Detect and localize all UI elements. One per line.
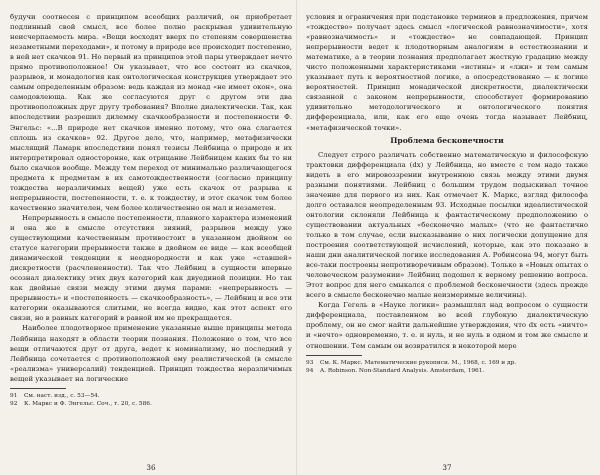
paragraph: Наиболее плодотворное применение указанные выше принципы метода Лейбница находят в области теории познания. Положение о том, что все вещи отличаются друг от друга, ведет к номинализму, но последний у Лейбница сочетается с противоположной ему реалистической (в смысле «реализма» универсалий) тенденцией. Принцип тождества неразличимых вещей указывает на логические [10,324,292,383]
footnote-text: A. Robinson. Non-Standard Analysis. Amsterdam, 1961. [320,367,485,374]
page-number: 37 [442,463,452,472]
left-page [10,12,292,472]
right-page [306,12,588,472]
footnote-rule [306,355,362,356]
section-title: Проблема бесконечности [390,135,504,145]
paragraph: Следует строго различать собственно математическую и философскую трактовки дифференциала (dx) у Лейбница, но вместе с тем надо также видеть в его мировоззрении внутреннюю связь между этими двумя разными понятиями. Лейбниц с большим трудом подыскивал точное значение для первого из них. Как отмечает К. Маркс, взгляд философа долго оставался неопределенным 93. Исходные посылки идеалистической онтологии склоняли Лейбница к фантастическому предположению о существовании актуальных «бесконечно малых» (что не фантастично только в том случае, если высказывание о них логически допущение для построения соответствующей исчислений, которые, как это показано в наши дни аналитической логике исследования А. Робинсона 94, могут быть все-таки построены непротиворечивым образом). Только в «Новых опытах о человеческом разумении» Лейбниц подошел к верному решению вопроса. Этот вопрос для него смыкался с проблемой бесконечности (здесь прежде всего в смысле бесконечно малые неизмеримые величины). [306,150,588,300]
footnote-text: К. Маркс и Ф. Энгельс. Соч., т. 20, с. 586. [24,400,152,407]
footnote-number: 92 [10,400,18,407]
footnote [306,367,588,375]
footnote-number: 91 [10,392,18,399]
footnote-number: 94 [306,367,314,374]
footnote-text: См. наст. изд., с. 53—54. [24,392,100,399]
paragraph: Непрерывность в смысле постепенности, плавного характера изменений и она же в смысле отсутствия зияний, разрывов между уже существующими качественным противостоит в указанном двойном ее статусе категории прерывности также в двойном ее виде — как всеобщей динамической тенденции к неоднородности и как уже «ставшей» дискретности (расчлененности). Так что Лейбниц в сущности впервые осознал диалектику этих двух категорий как двуединой позиции. Но так как двойные связи между этими двумя парами: «непрерывность — прерывность» и «постепенность — скачкообразность», — Лейбниц и все эти категории оказываются слитыми, не всегда видно, как этот аспект его связи, но в равных категорий в равной им не прекращается. [10,213,292,323]
footnote-text: См. К. Маркс. Математические рукописи. М., 1968, с. 169 и др. [320,359,517,366]
footnote [10,392,292,400]
paragraph: Когда Гегель в «Науке логики» размышлял над вопросом о сущности дифференциала, поставленном во всей глубокую диалектическую проблему, он не смог найти дальнейшие утверждения, что dx есть «ничто» и «нечто» одновременно, т. е. и нуль, и не нуль в одном и том же смысле и отношении. Тем самым он возвратился в некоторой мере [306,301,588,350]
right-page-body [306,12,588,351]
left-page-body [10,12,292,384]
footnote [306,359,588,367]
footnote [10,400,292,408]
gutter [296,0,297,475]
paragraph: условия и ограничения при подстановке терминов в предложения, причем «тождество» получает здесь смысл «логической равнозначимости», хотя «равнозначимость» и «тождество» не совпадающей. Принцип непрерывности ведет к плодотворным аналогиям в естествознании и математике, а в теории познания предполагает жесткую градацию между чисто положенными характеристиками «истины» и «лжи» и тем самым указывает путь к вероятностной логике, а опосредствованно — к логике вероятностей. Принцип монадической дискретности, диалектически связанной с законом непрерывности, способствует формированию удивительно методологического и онтологического понятия дифференциала, или, как его еще очень тогда называет Лейбниц, «метафизической точки». [306,13,588,132]
footnote-number: 93 [306,359,314,366]
footnote-rule [10,388,66,389]
paragraph: будучи соотнесен с принципом всеобщих различий, он приобретает подлинный свой смысл, все более полно раскрывая удивительную неисчерпаемость мира. «Вещи восходят вверх по степеням совершенства незаметными переходами», и потому в природе все происходит постепенно, в ней нет скачков 91. Но первый из принципов этой пары утверждает нечто прямо противоположное! Он указывает, что все состоит из скачков, разрывов, и монадология как онтологическая конструкция утверждает это самым определенным образом: ведь каждая из монад «не имеет окон», она самодовлеюща. Как же согласуются друг с другом эти два противоположных друг другу требования? Вполне диалектически. Так, как впоследствии разрешил дилемму скачкообразности и постепенности Ф. Энгельс: «...В природе нет скачков именно потому, что она слагается сплошь из скачков» 92. Другое дело, что, например, метафизически мыслящий Ламарк впоследствии понял тезисы Лейбница о природе и их интерпретировал односторонне, как отрицание Лейбницем каких бы то ни было скачков вообще. Между тем переход от минимально различающегося предмета к предметам в их самотождественности (согласно принципу тождества неразличимых вещей) уже есть скачок от разрыва к непрерывности, постепенности, т. е. к тождеству, и этот скачок тем более качественно значителен, чем более количественно он мал и незаметен. [10,13,292,212]
page-number: 36 [146,463,156,472]
